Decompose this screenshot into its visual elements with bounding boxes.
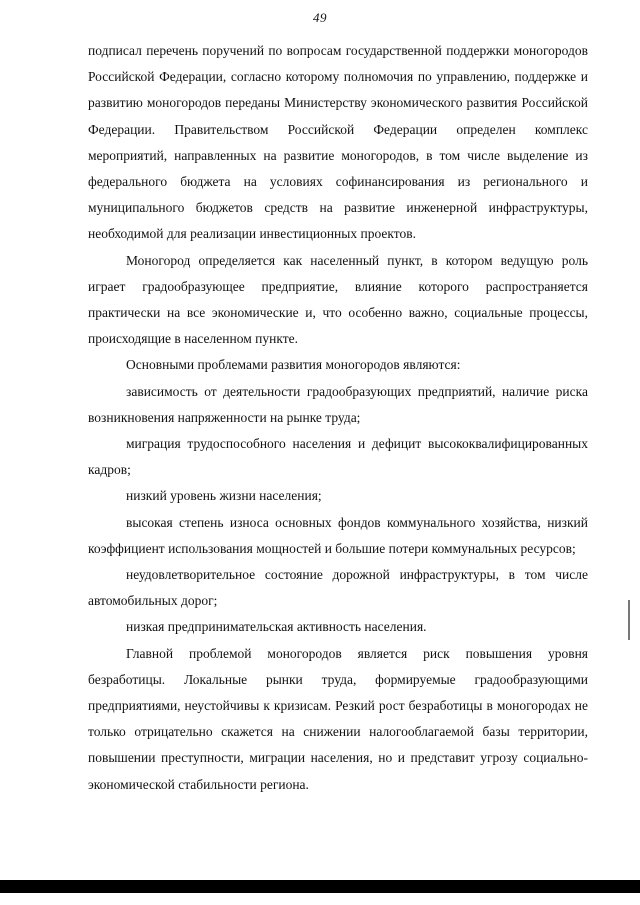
list-item-dependency: зависимость от деятельности градообразующих предприятий, наличие риска возникновения напряженности на рынке труда; [88,383,588,425]
paragraph-continuation: подписал перечень поручений по вопросам государственной поддержки моногородов Российской Федерации, согласно которому полномочия по управлению, поддержке и развитию моногородов переданы Министерству экономического развития Российской Федерации. Правительством Российской Федерации определен комплекс мероприятий, направленных на развитие моногородов, в том числе выделение из федерального бюджета на условиях софинансирования из регионального и муниципального бюджетов средств на развитие инженерной инфраструктуры, необходимой для реализации инвестиционных проектов. [88,43,588,242]
list-item-road-infrastructure: неудовлетворительное состояние дорожной инфраструктуры, в том числе автомобильных дорог; [88,567,588,609]
scan-mark [628,600,630,640]
list-item-utilities-wear: высокая степень износа основных фондов коммунального хозяйства, низкий коэффициент использования мощностей и большие потери коммунальных ресурсов; [88,514,588,556]
list-item-entrepreneurship: низкая предпринимательская активность населения. [126,619,427,635]
document-body [88,38,588,798]
list-item-living-standard: низкий уровень жизни населения; [126,488,322,504]
paragraph-monogorod-definition: Моногород определяется как населенный пункт, в котором ведущую роль играет градообразующее предприятие, влияние которого распространяется практически на все экономические и, что особенно важно, социальные процессы, происходящие в населенном пункте. [88,252,588,347]
list-item-migration: миграция трудоспособного населения и дефицит высококвалифицированных кадров; [88,436,588,478]
scan-bottom-edge [0,880,640,893]
paragraph-main-problem: Главной проблемой моногородов является риск повышения уровня безработицы. Локальные рынки труда, формируемые градообразующими предприятиями, неустойчивы к кризисам. Резкий рост безработицы в моногородах не только отрицательно скажется на снижении налогооблагаемой базы территории, повышении преступности, миграции населения, но и представит угрозу социально-экономической стабильности региона. [88,645,588,792]
paragraph-problems-intro: Основными проблемами развития моногородов являются: [126,357,461,373]
page-number: 49 [313,10,327,25]
